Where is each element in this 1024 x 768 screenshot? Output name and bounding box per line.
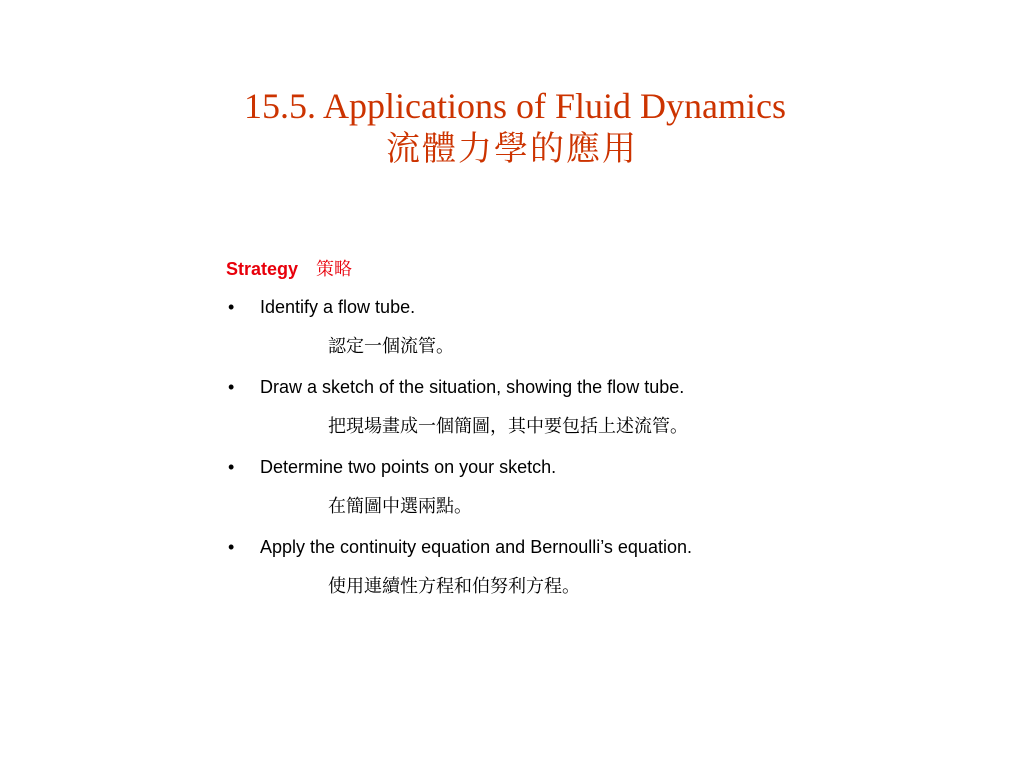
step-text: Determine two points on your sketch.	[260, 457, 557, 477]
step-text-line	[226, 532, 926, 562]
step-translation: 把現場畫成一個簡圖，其中要包括上述流管。	[328, 416, 688, 437]
step-text: Draw a sketch of the situation, showing the flow tube.	[260, 377, 685, 397]
step-text-line	[226, 452, 926, 482]
bullet-icon: •	[228, 297, 235, 317]
strategy-step-3	[226, 452, 926, 522]
strategy-heading-label: Strategy	[226, 259, 299, 279]
step-text-line	[226, 372, 926, 402]
strategy-step-1	[226, 292, 926, 362]
strategy-step-4	[226, 532, 926, 602]
slide-title	[0, 86, 1024, 172]
strategy-heading	[226, 256, 926, 282]
strategy-heading-chinese: 策略	[316, 259, 353, 279]
bullet-icon: •	[228, 377, 235, 397]
bullet-icon: •	[228, 537, 235, 557]
step-text: Identify a flow tube.	[260, 297, 416, 317]
step-translation: 在簡圖中選兩點。	[328, 496, 472, 517]
step-translation: 使用連續性方程和伯努利方程。	[328, 576, 580, 597]
step-translation: 認定一個流管。	[328, 336, 454, 357]
step-text: Apply the continuity equation and Bernoulli’s equation.	[260, 537, 692, 557]
bullet-icon: •	[228, 457, 235, 477]
step-text-line	[226, 292, 926, 322]
title-chinese: 流體力學的應用	[386, 131, 638, 168]
strategy-step-2	[226, 372, 926, 442]
title-english: 15.5. Applications of Fluid Dynamics	[244, 86, 786, 126]
strategy-section	[226, 256, 926, 602]
